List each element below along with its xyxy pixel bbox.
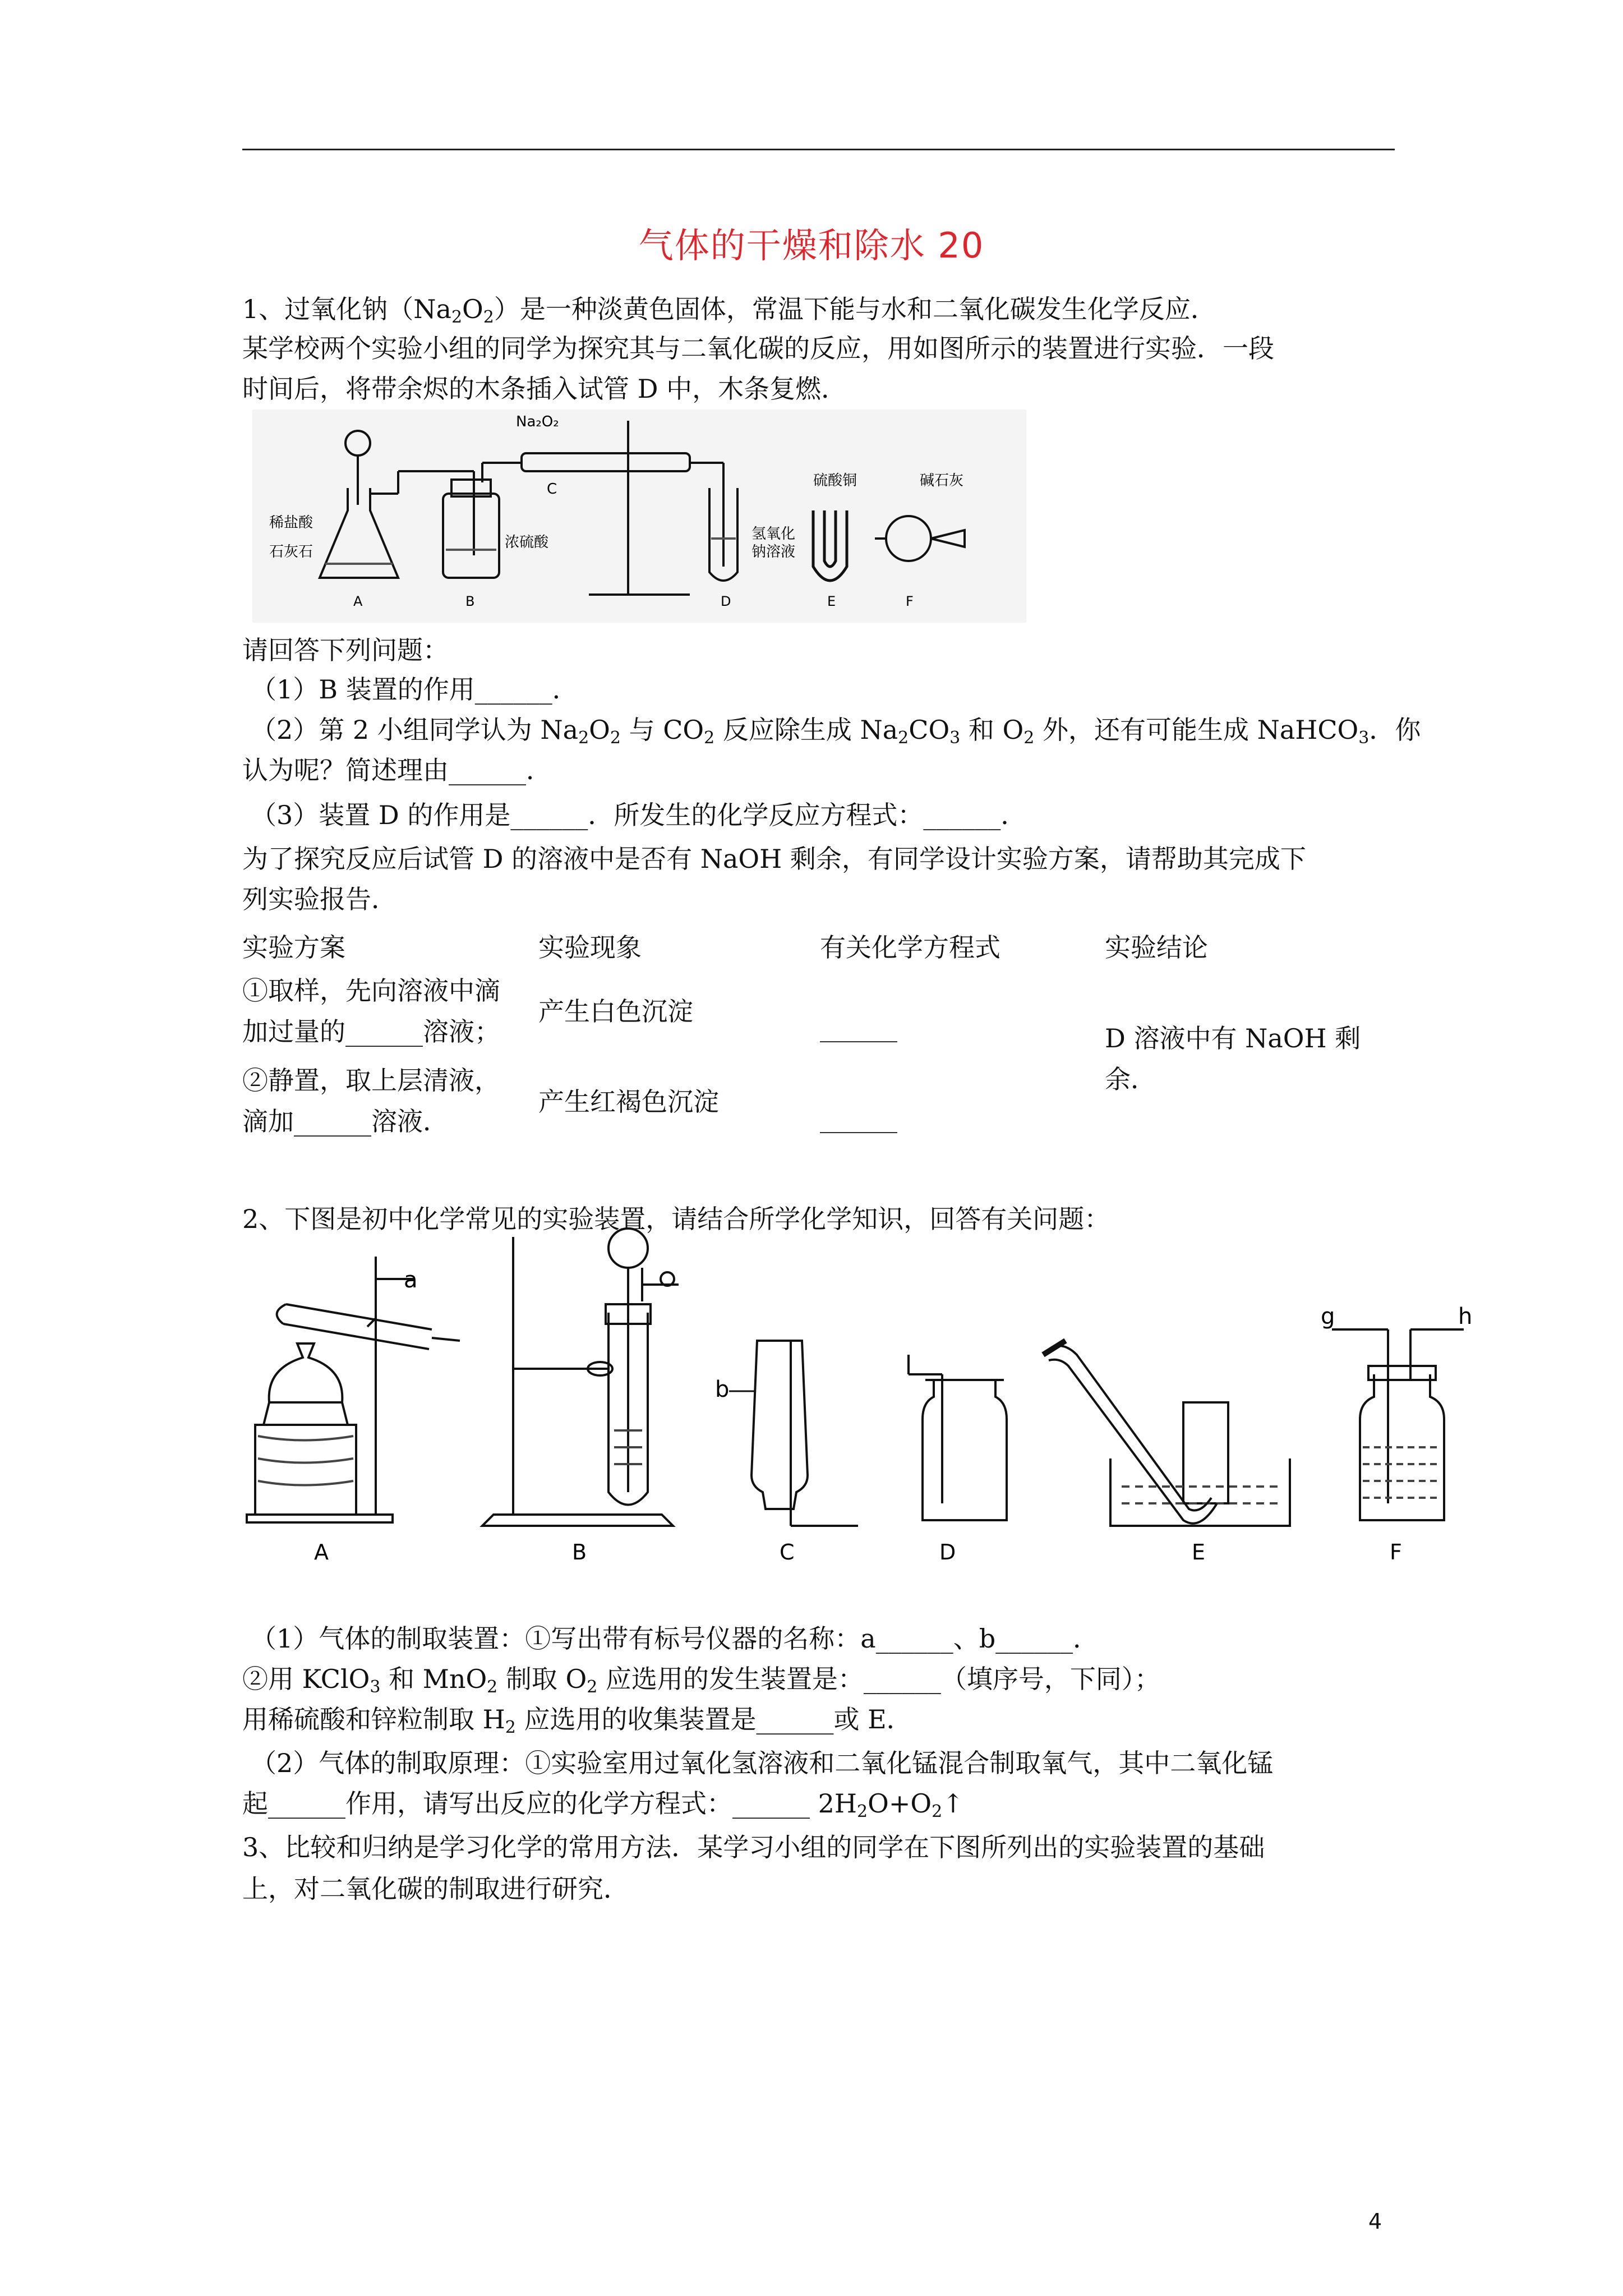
row1-plan-line1: ①取样，先向溶液中滴 bbox=[242, 976, 500, 1006]
svg-text:D: D bbox=[721, 593, 731, 609]
table-header-phenomenon: 实验现象 bbox=[538, 932, 642, 963]
svg-text:E: E bbox=[1192, 1540, 1206, 1565]
table-header-plan: 实验方案 bbox=[242, 932, 345, 963]
apparatus-diagram-1 bbox=[252, 409, 1026, 623]
svg-text:石灰石: 石灰石 bbox=[269, 544, 313, 560]
row1-equation: ______ bbox=[820, 1012, 897, 1042]
row1-plan-line2: 加过量的______溶液； bbox=[242, 1016, 500, 1047]
q1-line2: 某学校两个实验小组的同学为探究其与二氧化碳的反应，用如图所示的装置进行实验．一段 bbox=[242, 333, 1274, 364]
svg-text:F: F bbox=[906, 593, 914, 609]
q2-part4: （2）气体的制取原理：①实验室用过氧化氢溶液和二氧化锰混合制取氧气，其中二氧化锰 bbox=[251, 1748, 1274, 1778]
q1-part4-line1: 为了探究反应后试管 D 的溶液中是否有 NaOH 剩余，有同学设计实验方案，请帮助其完成下 bbox=[242, 844, 1306, 874]
q1-part4-line2: 列实验报告． bbox=[242, 884, 397, 914]
apparatus-a bbox=[247, 1257, 460, 1522]
svg-text:a: a bbox=[404, 1267, 418, 1293]
svg-text:B: B bbox=[465, 593, 475, 609]
svg-text:钠溶液: 钠溶液 bbox=[751, 544, 796, 560]
page-title: 气体的干燥和除水 20 bbox=[638, 225, 985, 266]
svg-text:F: F bbox=[1390, 1540, 1402, 1565]
q2-part5: 起______作用，请写出反应的化学方程式：______ $2H_2O+O_2↑$ bbox=[242, 1788, 964, 1821]
apparatus-d bbox=[909, 1355, 1007, 1520]
q1-line1: 1、过氧化钠$(Na_2O_2)$是一种淡黄色固体，常温下能与水和二氧化碳发生化学反应． bbox=[242, 294, 1216, 327]
svg-text:氢氧化: 氢氧化 bbox=[751, 526, 796, 542]
header-rule bbox=[242, 149, 1395, 150]
q3-line2: 上，对二氧化碳的制取进行研究． bbox=[242, 1874, 629, 1904]
conclusion-line2: 余． bbox=[1105, 1064, 1156, 1094]
svg-text:A: A bbox=[353, 593, 363, 609]
q1-part1: （1）B 装置的作用______． bbox=[251, 674, 578, 705]
svg-text:b: b bbox=[715, 1377, 730, 1402]
apparatus-b bbox=[482, 1228, 679, 1526]
svg-text:C: C bbox=[547, 481, 557, 498]
svg-text:碱石灰: 碱石灰 bbox=[920, 472, 964, 489]
svg-text:E: E bbox=[827, 593, 836, 609]
svg-text:B: B bbox=[572, 1540, 587, 1565]
apparatus-diagram-2 bbox=[236, 1234, 1473, 1599]
row2-phenomenon: 产生红褐色沉淀 bbox=[538, 1087, 719, 1117]
svg-text:h: h bbox=[1458, 1304, 1473, 1329]
svg-text:A: A bbox=[314, 1540, 329, 1565]
svg-text:g: g bbox=[1321, 1304, 1335, 1329]
svg-text:浓硫酸: 浓硫酸 bbox=[505, 534, 549, 551]
apparatus-figure-2 bbox=[236, 1234, 1473, 1599]
q2-part2: ②用 KClO$_3$ 和 MnO$_2$ 制取 $O_2$ 应选用的发生装置是：______（填序号，下同）； bbox=[242, 1664, 1160, 1697]
table-header-conclusion: 实验结论 bbox=[1105, 932, 1208, 963]
apparatus-e bbox=[1043, 1341, 1290, 1526]
apparatus-f bbox=[1332, 1329, 1464, 1520]
q2-part3: 用稀硫酸和锌粒制取 $H_2$ 应选用的收集装置是______或 E． bbox=[242, 1704, 912, 1737]
q2-part1: （1）气体的制取装置：①写出带有标号仪器的名称：a______、b______． bbox=[251, 1623, 1099, 1654]
row2-plan-line1: ②静置，取上层清液， bbox=[242, 1065, 500, 1096]
q1-part2-line2: 认为呢？简述理由______． bbox=[242, 755, 552, 785]
q2-intro: 2、下图是初中化学常见的实验装置，请结合所学化学知识，回答有关问题： bbox=[242, 1204, 1110, 1234]
row2-equation: ______ bbox=[820, 1103, 897, 1133]
q1-line3: 时间后，将带余烬的木条插入试管 D 中，木条复燃． bbox=[242, 374, 847, 404]
apparatus-figure-1 bbox=[252, 409, 1026, 623]
q3-line1: 3、比较和归纳是学习化学的常用方法．某学习小组的同学在下图所列出的实验装置的基础 bbox=[242, 1832, 1265, 1862]
q1-prompt: 请回答下列问题： bbox=[242, 635, 449, 665]
row2-plan-line2: 滴加______溶液． bbox=[242, 1106, 449, 1137]
svg-text:硫酸铜: 硫酸铜 bbox=[813, 472, 857, 489]
apparatus-c bbox=[751, 1341, 858, 1526]
q1-part3: （3）装置 D 的作用是______．所发生的化学反应方程式：______． bbox=[251, 800, 1027, 830]
svg-text:稀盐酸: 稀盐酸 bbox=[269, 514, 313, 531]
page-number: 4 bbox=[1368, 2209, 1382, 2234]
svg-text:D: D bbox=[939, 1540, 956, 1565]
svg-text:C: C bbox=[780, 1540, 795, 1565]
svg-text:Na₂O₂: Na₂O₂ bbox=[516, 413, 559, 430]
table-header-equation: 有关化学方程式 bbox=[820, 932, 1000, 963]
q1-part2: （2）第 2 小组同学认为 $Na_2O_2$ 与 $CO_2$ 反应除生成 $Na_2CO_3$ 和 $O_2$ 外，还有可能生成 NaHCO$_3$．你 bbox=[251, 715, 1421, 748]
row1-phenomenon: 产生白色沉淀 bbox=[538, 996, 693, 1027]
conclusion-line1: D 溶液中有 NaOH 剩 bbox=[1105, 1023, 1361, 1053]
